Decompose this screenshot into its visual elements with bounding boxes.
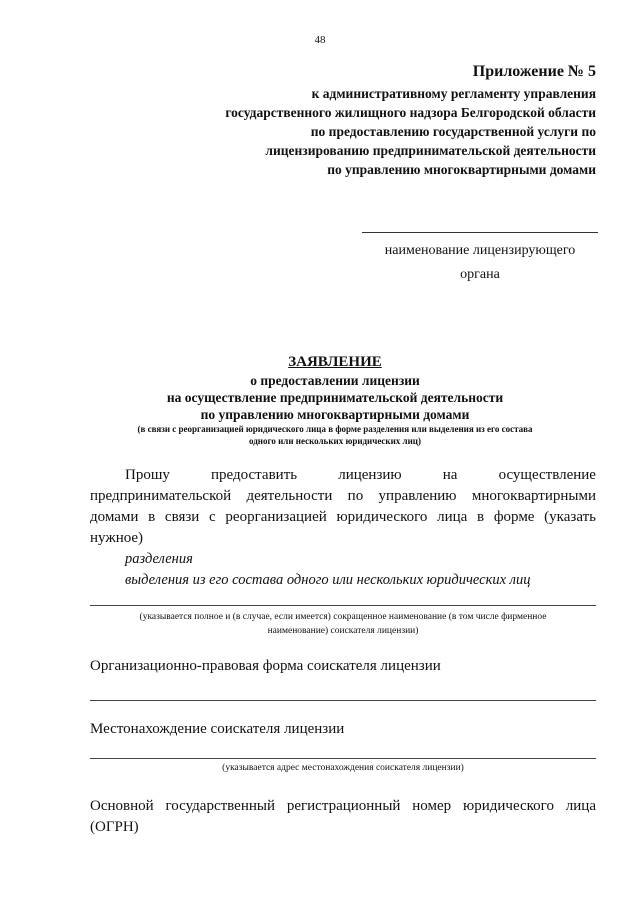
applicant-name-field[interactable]	[90, 605, 596, 606]
authority-name-field[interactable]	[362, 232, 598, 233]
ogrn-label: (ОГРН)	[90, 819, 139, 835]
request-word: Прошу	[125, 467, 170, 483]
appendix-line: государственного жилищного надзора Белгородской области	[225, 105, 596, 120]
appendix-header	[76, 60, 596, 179]
appendix-line: лицензированию предпринимательской деятельности	[265, 143, 596, 158]
licensing-authority-block	[362, 232, 598, 287]
heading-note: одного или нескольких юридических лиц)	[249, 436, 421, 446]
request-paragraph	[90, 465, 596, 591]
appendix-line: по управлению многоквартирными домами	[327, 162, 596, 177]
request-line: нужное)	[90, 530, 144, 546]
authority-label: органа	[460, 267, 500, 282]
ogrn-label: Основной государственный регистрационный номер юридического лица	[90, 798, 596, 814]
appendix-title: Приложение № 5	[472, 63, 596, 80]
request-line: домами в связи с реорганизацией юридического лица в форме (указать	[90, 509, 596, 525]
request-line: предпринимательской деятельности по управлению многоквартирными	[90, 488, 596, 504]
request-word: осуществление	[498, 467, 596, 483]
request-word: на	[442, 467, 458, 483]
statement-title: ЗАЯВЛЕНИЕ	[288, 354, 382, 370]
heading-note: (в связи с реорганизацией юридического лица в форме разделения или выделения из его состава	[137, 424, 533, 434]
location-label: Местонахождение соискателя лицензии	[90, 721, 345, 737]
legal-form-block	[90, 656, 596, 701]
location-note: (указывается адрес местонахождения соискателя лицензии)	[222, 763, 464, 773]
location-field[interactable]	[90, 758, 596, 759]
page-number: 48	[314, 34, 326, 46]
appendix-line: к административному регламенту управления	[311, 86, 596, 101]
request-word: предоставить	[211, 467, 298, 483]
applicant-name-note: наименование) соискателя лицензии)	[267, 626, 419, 636]
option-separation[interactable]: выделения из его состава одного или нескольких юридических лиц	[125, 572, 531, 588]
ogrn-block	[90, 796, 596, 838]
option-division[interactable]: разделения	[125, 551, 193, 567]
location-block	[90, 719, 596, 775]
applicant-name-block	[90, 605, 596, 638]
heading-line: по управлению многоквартирными домами	[200, 407, 470, 422]
appendix-line: по предоставлению государственной услуги по	[310, 124, 596, 139]
request-word: лицензию	[338, 467, 402, 483]
legal-form-field[interactable]	[90, 700, 596, 701]
applicant-name-note: (указывается полное и (в случае, если имеется) сокращенное наименование (в том числе фирменное	[139, 612, 547, 622]
statement-heading	[60, 352, 610, 447]
authority-label: наименование лицензирующего	[384, 243, 576, 258]
heading-line: о предоставлении лицензии	[250, 373, 420, 388]
heading-line: на осуществление предпринимательской деятельности	[166, 390, 504, 405]
legal-form-label: Организационно-правовая форма соискателя лицензии	[90, 658, 441, 674]
request-first-line	[90, 465, 596, 486]
